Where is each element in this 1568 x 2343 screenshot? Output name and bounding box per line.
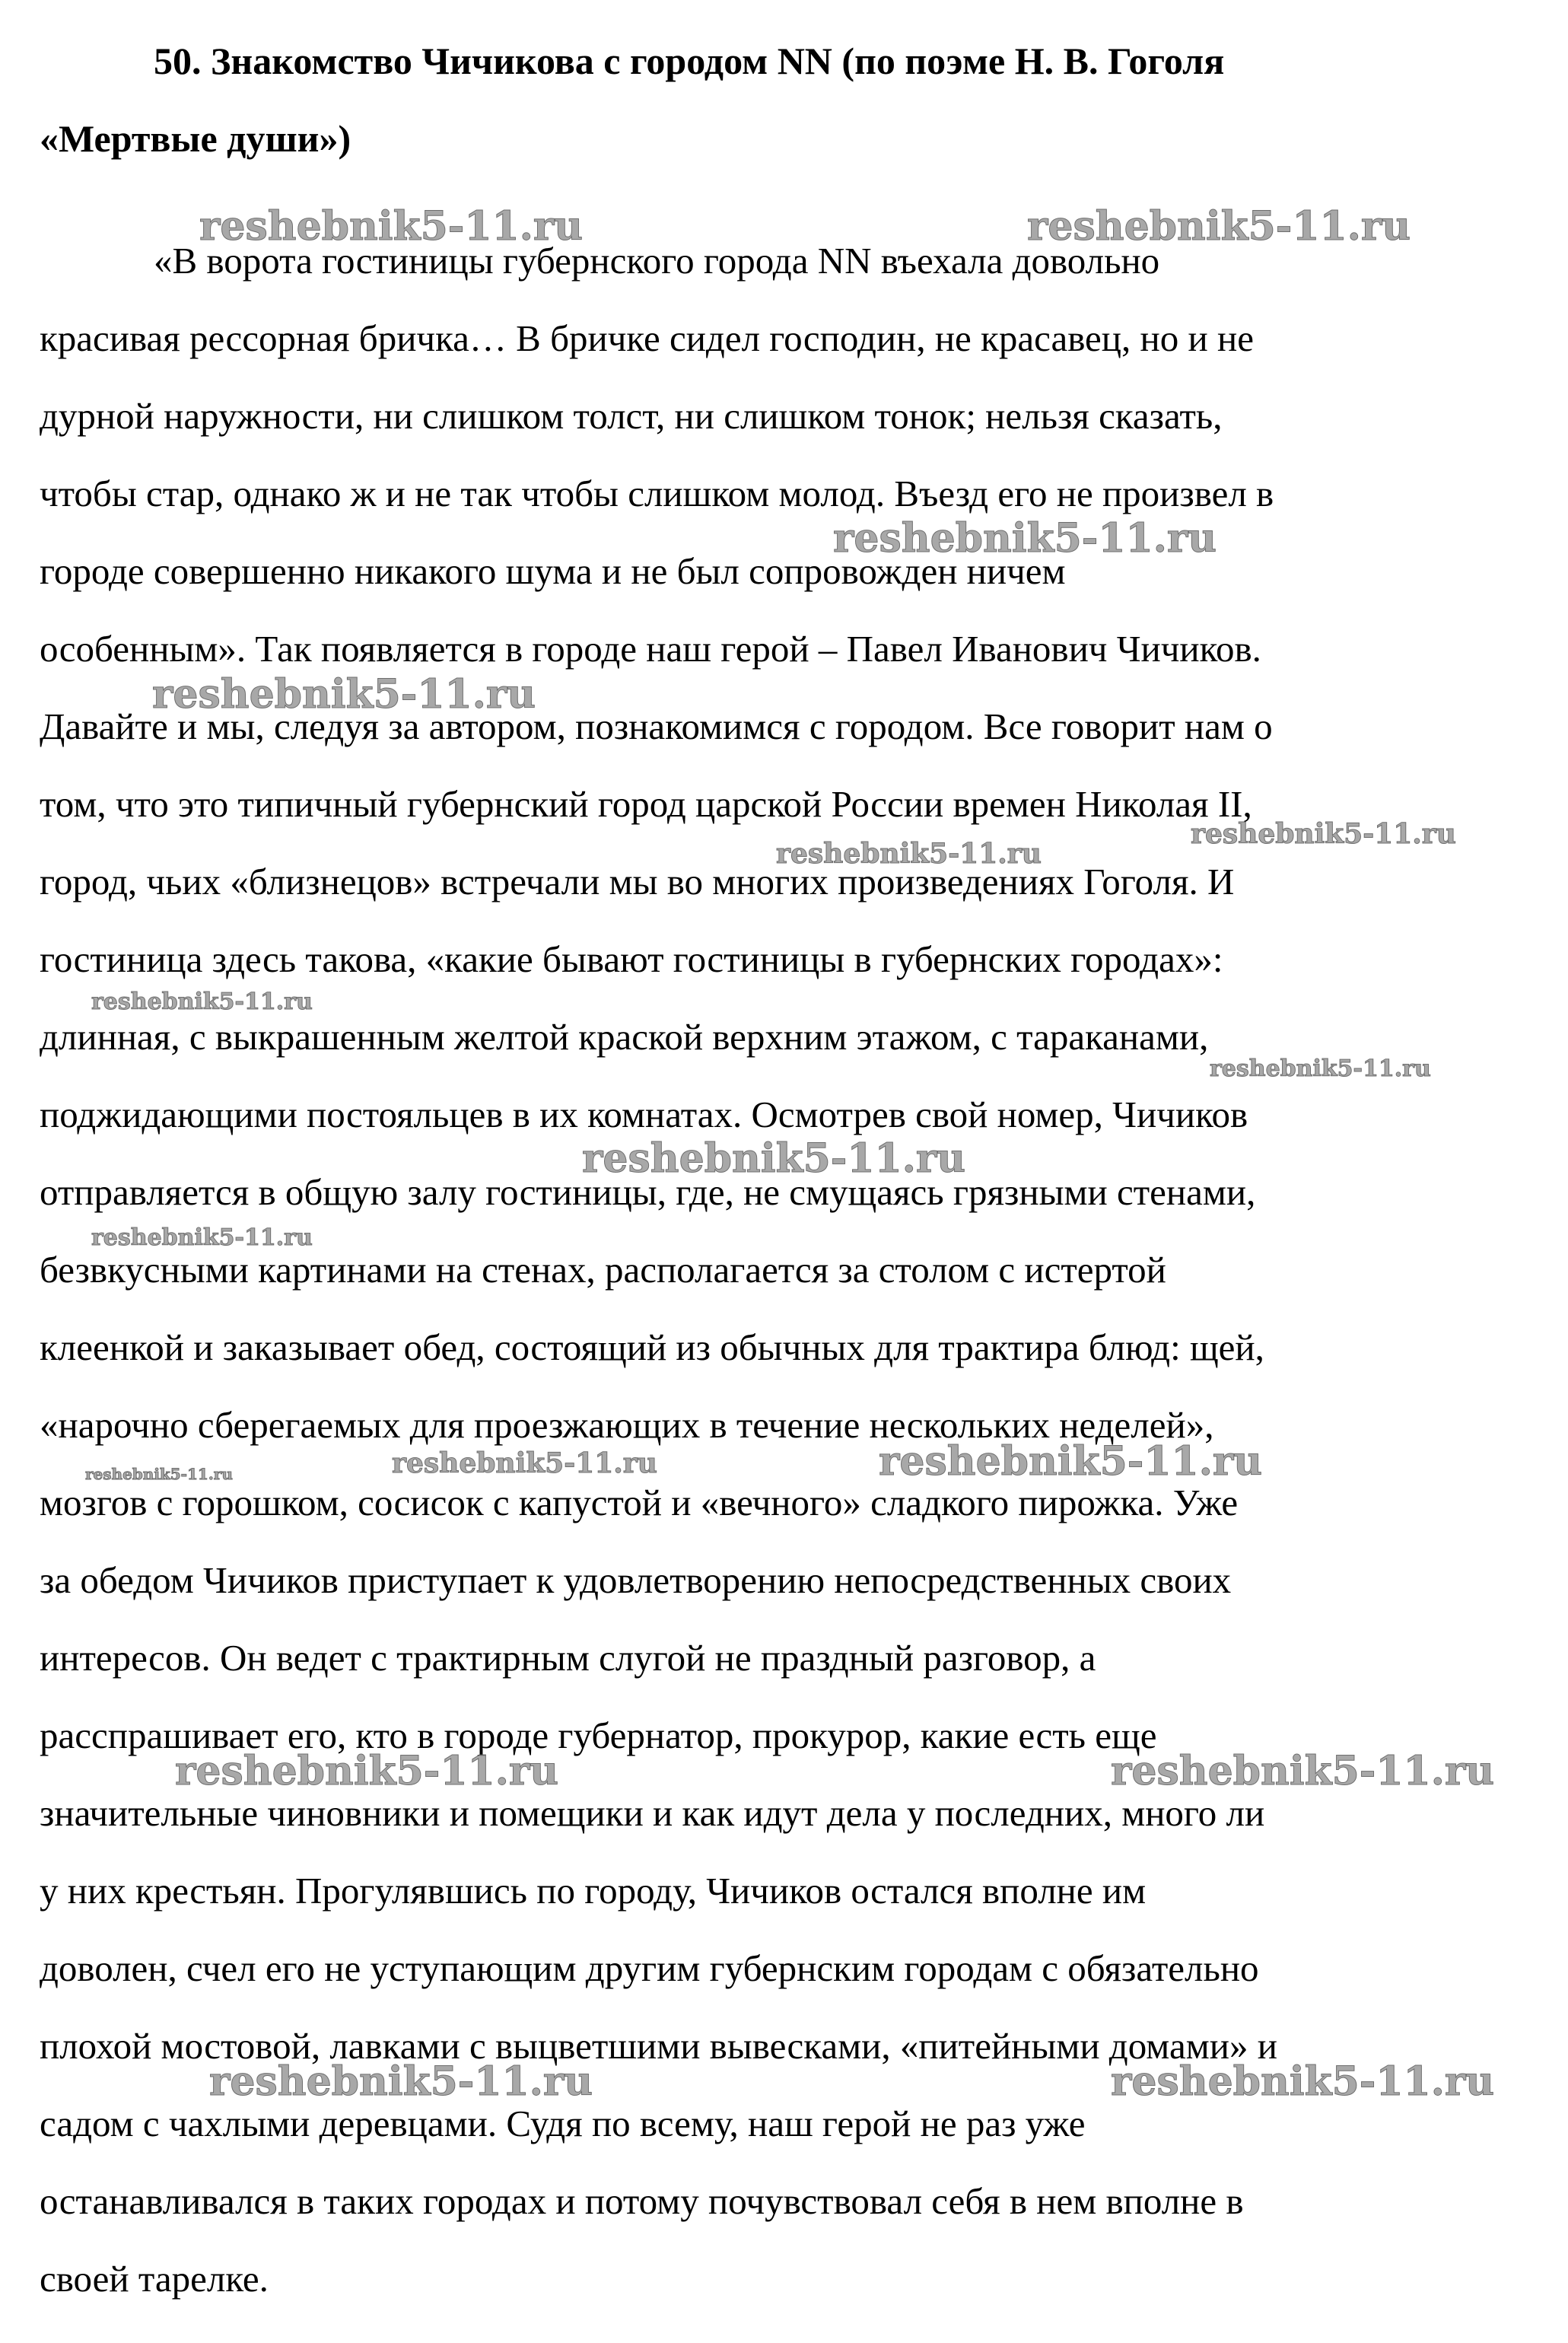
watermark: reshebnik5-11.ru	[879, 1438, 1263, 1485]
text-line: красивая рессорная бричка… В бричке сидел господин, не красавец, но и не	[40, 317, 1254, 359]
watermark: reshebnik5-11.ru	[833, 515, 1217, 562]
text-line: расспрашивает его, кто в городе губернатор, прокурор, какие есть еще	[40, 1714, 1157, 1756]
text-line: город, чьих «близнецов» встречали мы во многих произведениях Гоголя. И	[40, 861, 1235, 903]
text-line: за обедом Чичиков приступает к удовлетворению непосредственных своих	[40, 1559, 1232, 1601]
text-line: плохой мостовой, лавками с выцветшими вывесками, «питейными домами» и	[40, 2025, 1277, 2067]
text-line: «В ворота гостиницы губернского города NN въехала довольно	[154, 240, 1160, 282]
text-line: гостиница здесь такова, «какие бывают гостиницы в губернских городах»:	[40, 938, 1223, 980]
text-line: безвкусными картинами на стенах, располагается за столом с истертой	[40, 1249, 1166, 1291]
watermark: reshebnik5-11.ru	[1027, 203, 1411, 250]
text-line: Давайте и мы, следуя за автором, познакомимся с городом. Все говорит нам о	[40, 705, 1273, 747]
watermark: reshebnik5-11.ru	[85, 1465, 233, 1483]
text-line: значительные чиновники и помещики и как идут дела у последних, много ли	[40, 1792, 1265, 1834]
text-line: отправляется в общую залу гостиницы, где, не смущаясь грязными стенами,	[40, 1171, 1256, 1213]
document-title-line-2: «Мертвые души»)	[40, 117, 351, 160]
watermark: reshebnik5-11.ru	[199, 203, 584, 250]
text-line: чтобы стар, однако ж и не так чтобы слишком молод. Въезд его не произвел в	[40, 473, 1274, 514]
text-line: садом с чахлыми деревцами. Судя по всему, наш герой не раз уже	[40, 2103, 1086, 2144]
watermark: reshebnik5-11.ru	[1111, 1748, 1495, 1794]
text-line: своей тарелке.	[40, 2258, 269, 2300]
watermark: reshebnik5-11.ru	[582, 1135, 966, 1182]
watermark: reshebnik5-11.ru	[1111, 2058, 1495, 2105]
watermark: reshebnik5-11.ru	[152, 671, 536, 718]
text-line: доволен, счел его не уступающим другим губернским городам с обязательно	[40, 1947, 1259, 1989]
text-line: интересов. Он ведет с трактирным слугой не праздный разговор, а	[40, 1637, 1096, 1679]
text-line: у них крестьян. Прогулявшись по городу, Чичиков остался вполне им	[40, 1870, 1147, 1912]
text-line: длинная, с выкрашенным желтой краской верхним этажом, с тараканами,	[40, 1016, 1209, 1058]
text-line: мозгов с горошком, сосисок с капустой и «вечного» сладкого пирожка. Уже	[40, 1482, 1239, 1523]
text-line: городе совершенно никакого шума и не был сопровожден ничем	[40, 550, 1066, 592]
watermark: reshebnik5-11.ru	[776, 838, 1042, 870]
watermark: reshebnik5-11.ru	[175, 1748, 559, 1794]
text-line: «нарочно сберегаемых для проезжающих в течение нескольких неделей»,	[40, 1404, 1214, 1446]
text-line: поджидающими постояльцев в их комнатах. Осмотрев свой номер, Чичиков	[40, 1094, 1248, 1135]
text-line: дурной наружности, ни слишком толст, ни слишком тонок; нельзя сказать,	[40, 395, 1223, 437]
watermark: reshebnik5-11.ru	[209, 2058, 593, 2105]
watermark: reshebnik5-11.ru	[91, 1224, 313, 1251]
text-line: том, что это типичный губернский город царской России времен Николая II,	[40, 783, 1252, 825]
document-title-line-1: 50. Знакомство Чичикова с городом NN (по поэме Н. В. Гоголя	[154, 40, 1225, 82]
watermark: reshebnik5-11.ru	[1210, 1055, 1431, 1082]
text-line: останавливался в таких городах и потому почувствовал себя в нем вполне в	[40, 2180, 1244, 2222]
watermark: reshebnik5-11.ru	[392, 1447, 657, 1479]
watermark: reshebnik5-11.ru	[1191, 818, 1456, 850]
text-line: особенным». Так появляется в городе наш герой – Павел Иванович Чичиков.	[40, 628, 1261, 670]
text-line: клеенкой и заказывает обед, состоящий из обычных для трактира блюд: щей,	[40, 1326, 1264, 1368]
watermark: reshebnik5-11.ru	[91, 988, 313, 1015]
